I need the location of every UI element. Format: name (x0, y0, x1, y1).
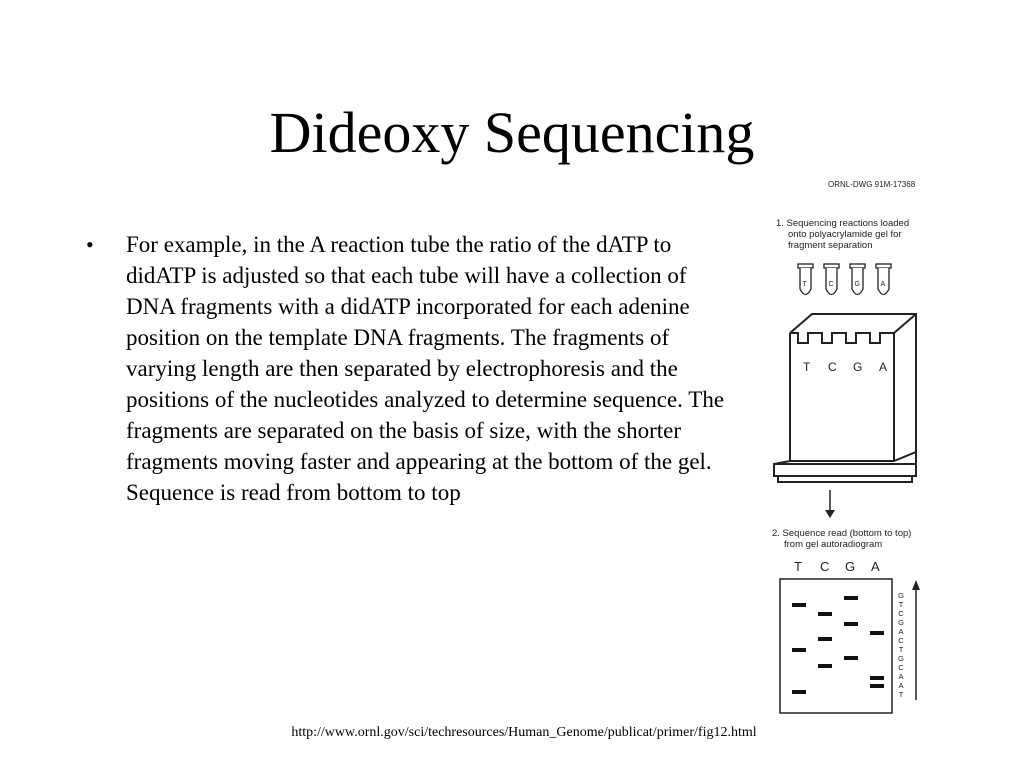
gel-lane-c: C (828, 360, 837, 374)
read-base: G (898, 618, 904, 627)
gel-apparatus (774, 314, 916, 482)
tube-c (824, 264, 839, 295)
band (870, 631, 884, 635)
read-base: C (898, 663, 904, 672)
read-base: C (898, 636, 904, 645)
read-base: A (898, 672, 904, 681)
read-base: A (898, 681, 904, 690)
source-url: http://www.ornl.gov/sci/techresources/Human_Genome/publicat/primer/fig12.html (291, 725, 757, 740)
band (792, 690, 806, 694)
step2-caption-line-1: 2. Sequence read (bottom to top) (772, 528, 912, 539)
gel-lane-a: A (879, 360, 888, 374)
tube-c-label: C (828, 281, 834, 288)
step1-caption-line-2: onto polyacrylamide gel for (788, 229, 902, 240)
band (870, 676, 884, 680)
up-arrow-icon (912, 580, 920, 700)
band (818, 664, 832, 668)
gel-lane-t: T (803, 360, 811, 374)
band (844, 656, 858, 660)
down-arrow-icon (825, 490, 835, 518)
slide-title: Dideoxy Sequencing (269, 100, 755, 165)
tube-g-label: G (854, 281, 860, 288)
read-base: G (898, 591, 904, 600)
sequencing-diagram (764, 176, 956, 714)
autorad-lane-g: G (845, 559, 856, 574)
bullet-text: For example, in the A reaction tube the ratio of the dATP to didATP is adjusted so that each tube will have a collection of DNA fragments with a didATP incorporated for each adenine position on the template DNA fragments. The fragments of varying length are then separated by electrophoresis and the positions of the nucleotides analyzed to determine sequence. The fragments are separated on the basis of size, with the shorter fragments moving faster and appearing at the bottom of the gel. Sequence is read from bottom to top (126, 232, 725, 505)
step1-caption-line-3: fragment separation (788, 240, 873, 251)
band (818, 637, 832, 641)
tube-t (798, 264, 813, 295)
read-base: T (898, 645, 904, 654)
read-sequence (898, 591, 904, 699)
read-base: C (898, 609, 904, 618)
band (818, 612, 832, 616)
autorad-lane-t: T (794, 559, 802, 574)
band (844, 596, 858, 600)
step2-caption-line-2: from gel autoradiogram (784, 539, 883, 550)
band (792, 603, 806, 607)
band (844, 622, 858, 626)
reaction-tubes (798, 264, 891, 295)
autorad-lane-a: A (871, 559, 880, 574)
tube-t-label: T (802, 281, 807, 288)
bullet-marker: • (86, 232, 94, 257)
tube-a (876, 264, 891, 295)
step1-caption-line-1: 1. Sequencing reactions loaded (776, 218, 910, 229)
tube-g (850, 264, 865, 295)
read-base: T (898, 690, 904, 699)
tube-a-label: A (880, 281, 886, 288)
autorad-lane-c: C (820, 559, 830, 574)
band (870, 684, 884, 688)
gel-lane-g: G (853, 360, 863, 374)
read-base: G (898, 654, 904, 663)
sequencing-figure (764, 176, 956, 714)
figure-id-label: ORNL-DWG 91M-17368 (828, 180, 916, 189)
read-base: T (898, 600, 904, 609)
band (792, 648, 806, 652)
read-base: A (898, 627, 904, 636)
